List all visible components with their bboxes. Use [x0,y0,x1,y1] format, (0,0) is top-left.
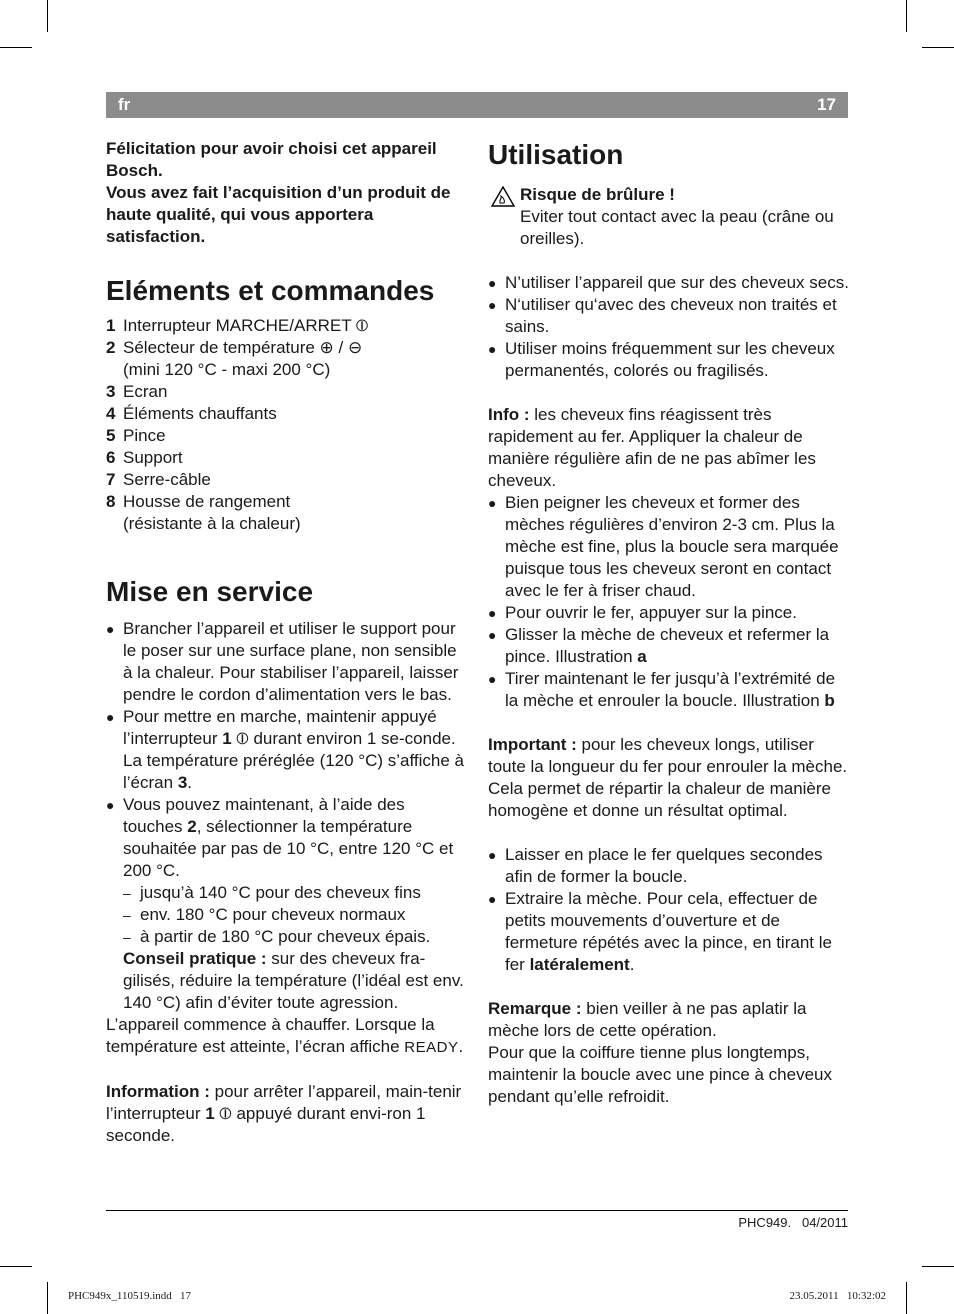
crop-mark [0,47,32,48]
list-item [488,888,850,976]
page-header [106,92,848,118]
list-item: ● Utiliser moins fréquemment sur les cheveux permanentés, colorés ou fragilisés. [488,338,850,382]
usage-list-2 [488,492,850,712]
text: les cheveux fins réagissent très rapidement au fer. Appliquer la chaleur de manière régulière afin de ne pas abîmer les cheveux. [488,405,816,490]
list-item [106,381,468,403]
warning-title: Risque de brûlure ! [520,185,675,204]
text: bien veiller à ne pas aplatir la mèche lors de cette opération. [488,999,807,1040]
ref-number: 2 [187,817,197,836]
item-text: Support [123,448,183,467]
text: . [629,955,635,974]
page-number: 17 [817,95,836,114]
item-text: Pince [123,426,166,445]
list-item [106,403,468,425]
temperature-list [123,882,468,948]
usage-list-3 [488,844,850,976]
language-code: fr [118,95,131,114]
item-text: Sélecteur de température ⊕ / ⊖ [123,338,363,357]
item-text: Housse de rangement [123,492,291,511]
item-text: Interrupteur MARCHE/ARRET ⦶ [123,316,369,335]
footer-rule [106,1210,848,1211]
file-slug: PHC949x_110519.indd 17 [68,1290,192,1302]
list-item: ● Laisser en place le fer quelques secondes afin de former la boucle. [488,844,850,888]
text: Extraire la mèche. Pour cela, effectuer de petits mouvements d’ouverture et de fermeture répétés avec la pince, en tirant le fer [505,889,832,974]
warning-icon [491,186,515,213]
burn-warning [488,184,850,250]
info-label: Info : [488,405,530,424]
illustration-ref: a [637,647,647,666]
crop-mark [0,1266,32,1267]
item-text: Ecran [123,382,168,401]
list-item [106,447,468,469]
ref-number: 1 [222,729,232,748]
crop-mark [922,47,954,48]
final-paragraph: Pour que la coiffure tienne plus longtemps, maintenir la boucle avec une pince à cheveux pendant qu’elle refroidit. [488,1043,832,1106]
warning-text: Eviter tout contact avec la peau (crâne ou oreilles). [520,207,834,248]
crop-mark [922,1266,954,1267]
list-item: ● N‘utiliser qu‘avec des cheveux non traités et sains. [488,294,850,338]
usage-list-1 [488,272,850,382]
important-label: Important : [488,735,577,754]
text: Glisser la mèche de cheveux et refermer la pince. Illustration [505,625,830,666]
conseil-text: sur des cheveux fra-gilisés, réduire la température (l’idéal est env. 140 °C) afin d’éviter toute agression. [123,949,464,1012]
list-item: – jusqu’à 140 °C pour des cheveux fins [123,882,468,904]
list-item: ● Brancher l’appareil et utiliser le support pour le poser sur une surface plane, non sensible à la chaleur. Pour stabiliser l’appareil, laisser pendre le cordon d’alimentation vers le bas. [106,618,468,706]
item-number: 1 [106,316,116,335]
ready-text: READY [404,1039,459,1056]
elements-list [106,315,468,535]
item-text: Éléments chauffants [123,404,277,423]
list-item [106,706,468,794]
mise-list [106,618,468,1014]
intro-line-2: Vous avez fait l’acquisition d’un produit de haute qualité, qui vous apportera satisfaction. [106,183,451,246]
item-text: Serre-câble [123,470,211,489]
text: Vous pouvez maintenant, à l’aide des touches [123,795,405,836]
remarque-label: Remarque : [488,999,582,1018]
crop-mark [906,1282,907,1314]
list-item [488,624,850,668]
item-number: 7 [106,470,116,489]
item-subtext: (résistante à la chaleur) [123,514,301,533]
item-number: 4 [106,404,116,423]
elements-heading: Eléments et commandes [106,275,435,306]
crop-mark [906,0,907,32]
item-number: 3 [106,382,116,401]
intro-line-1: Félicitation pour avoir choisi cet appareil Bosch. [106,139,437,180]
info-label: Information : [106,1082,210,1101]
information-paragraph [106,1081,468,1147]
model-date: PHC949. 04/2011 [738,1215,848,1230]
crop-mark [47,1282,48,1314]
list-item: ● Bien peigner les cheveux et former des mèches régulières d’environ 2-3 cm. Plus la mèche est fine, plus la boucle sera marquée puisque tous les cheveux seront en contact avec le fer à friser chaud. [488,492,850,602]
text: pour arrêter l’appareil, main-tenir l’interrupteur [106,1082,462,1123]
text: . [458,1037,464,1056]
conseil-label: Conseil pratique : [123,949,267,968]
illustration-ref: b [824,691,835,710]
ref-number: 1 [205,1104,215,1123]
list-item [106,425,468,447]
list-item [106,491,468,535]
emphasis: latéralement [529,955,630,974]
list-item [106,794,468,1014]
right-column [488,138,850,1108]
text: Pour mettre en marche, maintenir appuyé l’interrupteur [123,707,437,748]
list-item [488,668,850,712]
remarque-paragraph [488,998,850,1042]
list-item: – env. 180 °C pour cheveux normaux [123,904,468,926]
text: ⦶ durant environ 1 se-conde. La température préréglée (120 °C) s’affiche à l’écran [123,729,465,792]
heating-paragraph [106,1014,468,1059]
info-paragraph [488,404,850,492]
ref-number: 3 [177,773,188,792]
item-number: 5 [106,426,116,445]
list-item: ● Pour ouvrir le fer, appuyer sur la pince. [488,602,850,624]
timestamp-slug: 23.05.2011 10:32:02 [789,1290,886,1302]
item-subtext: (mini 120 °C - maxi 200 °C) [123,360,331,379]
text: Tirer maintenant le fer jusqu’à l’extrémité de la mèche et enrouler la boucle. Illustration [505,669,836,710]
mise-heading: Mise en service [106,576,314,607]
text: ⦶ appuyé durant envi-ron 1 seconde. [106,1104,426,1145]
item-number: 8 [106,492,116,511]
text: , sélectionner la température souhaitée par pas de 10 °C, entre 120 °C et 200 °C. [123,817,454,880]
list-item: ● N’utiliser l’appareil que sur des cheveux secs. [488,272,850,294]
left-column [106,138,468,1147]
text: pour les cheveux longs, utiliser toute la longueur du fer pour enrouler la mèche. Cela permet de répartir la chaleur de manière homogène et donne un résultat optimal. [488,735,848,820]
item-number: 2 [106,338,116,357]
text: . [187,773,193,792]
list-item: – à partir de 180 °C pour cheveux épais. [123,926,468,948]
utilisation-heading: Utilisation [488,139,624,170]
crop-mark [47,0,48,32]
list-item [106,315,468,337]
list-item [106,337,468,381]
important-paragraph [488,734,850,822]
text: L’appareil commence à chauffer. Lorsque la température est atteinte, l’écran affiche [106,1015,435,1056]
item-number: 6 [106,448,116,467]
list-item [106,469,468,491]
